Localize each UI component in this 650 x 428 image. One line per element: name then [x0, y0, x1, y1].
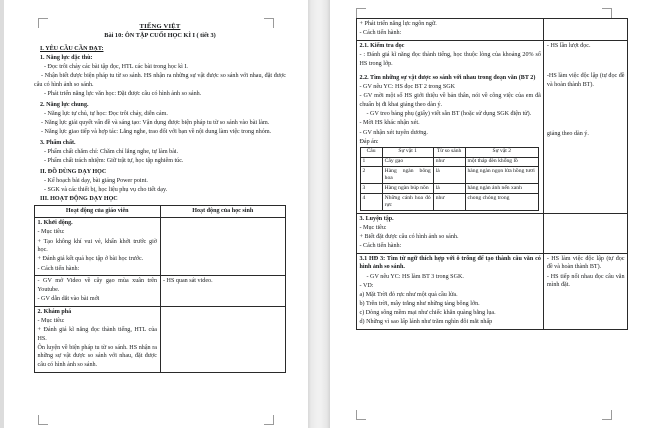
cell-student	[160, 218, 286, 276]
cell-student	[544, 40, 628, 213]
section-2-line-1: - Kế hoạch bài dạy, bài giảng Power point.	[44, 177, 148, 184]
row-line: c) Dòng sông mềm mại như chiếc khăn quàng bằng lụa.	[359, 310, 496, 317]
subsection-2-line-1: - Năng lực tự chủ, tự học: Đọc trôi chảy, diễn cảm.	[44, 110, 168, 117]
inner-col-header-cau: Câu	[360, 147, 382, 157]
row-title-21: 2.1. Kiểm tra đọc	[359, 42, 405, 49]
inner-cell-word: là	[433, 184, 465, 194]
table-row	[357, 213, 628, 253]
inner-cell-object1: Hàng ngàn bông hoa	[382, 167, 433, 184]
row-line: d) Những vì sao lấp lánh như trăm nghìn đôi mắt nhấp	[359, 319, 493, 326]
inner-cell-index: 2	[360, 167, 382, 184]
section-3-title: III. HOẠT ĐỘNG DẠY HỌC	[40, 196, 118, 203]
row-line: - Cách tiến hành:	[359, 30, 402, 37]
inner-header-row	[360, 147, 539, 157]
section-1-title: I. YÊU CẦU CẦN ĐẠT:	[40, 45, 104, 52]
inner-cell-object2: chong chóng trong	[465, 194, 539, 211]
inner-cell-object1: Hàng ngàn búp nõn	[382, 184, 433, 194]
inner-col-header-svat2: Sự vật 2	[465, 147, 539, 157]
right-page-content	[330, 0, 650, 330]
lesson-activity-table-right	[356, 18, 628, 330]
row-line: + Phát triển năng lực ngôn ngữ.	[359, 21, 437, 27]
row-title: 2. Khám phá	[37, 308, 72, 315]
row-line: - VD:	[359, 282, 374, 289]
table-row	[357, 253, 628, 329]
table-row	[35, 276, 286, 306]
column-header-teacher: Hoạt động của giáo viên	[35, 206, 161, 218]
row-line: - GV nêu YC: HS làm BT 3 trong SGK.	[366, 273, 464, 280]
doc-subtitle: Bài 10: ÔN TẬP CUỐI HỌC KÌ I ( tiết 3)	[104, 31, 216, 39]
row-line: - : Đánh giá kĩ năng đọc thành tiếng, học thuộc lòng của khoảng 20% số HS trong lớp.	[359, 51, 541, 67]
inner-col-header-tuso: Từ so sánh	[433, 147, 465, 157]
cell-teacher	[35, 276, 161, 306]
subsection-2-title: 2. Năng lực chung.	[40, 101, 89, 108]
cell-teacher	[357, 19, 544, 41]
row-line: - GV dẫn dắt vào bài mới	[37, 295, 100, 302]
inner-table-row	[360, 157, 539, 167]
inner-cell-object2: một tháp đèn khổng lồ	[465, 157, 539, 167]
row-line: - Cách tiến hành:	[359, 243, 402, 250]
cell-teacher	[357, 253, 544, 329]
row-line: giảng theo dàn ý.	[546, 130, 589, 137]
cell-teacher	[35, 306, 161, 372]
inner-cell-word: là	[433, 167, 465, 184]
inner-cell-index: 1	[360, 157, 382, 167]
row-line: + Đánh giá kết quả học tập ở bài học trước.	[37, 256, 144, 263]
table-row	[35, 306, 286, 372]
row-line: - GV treo bảng phụ (giấy) viết sẵn BT (hoặc sử dụng SGK điện tử).	[366, 111, 532, 118]
doc-title: TIẾNG VIỆT	[139, 23, 181, 30]
subsection-3-title: 3. Phẩm chất.	[40, 139, 76, 146]
row-line: - Cách tiến hành:	[37, 265, 80, 272]
cell-student	[160, 306, 286, 372]
section-2-title: II. ĐỒ DÙNG DẠY HỌC	[40, 168, 107, 175]
page-left	[4, 0, 308, 428]
lesson-activity-table-left	[34, 205, 286, 372]
cell-student	[160, 276, 286, 306]
row-title-3: 3. Luyện tập.	[359, 215, 394, 222]
cell-teacher	[357, 40, 544, 213]
left-page-content	[4, 0, 308, 373]
row-line: -HS làm việc độc lập (tự đọc đề và hoàn thành BT).	[546, 73, 625, 89]
inner-cell-word: như	[433, 157, 465, 167]
table-header-row	[35, 206, 286, 218]
inner-table-row	[360, 194, 539, 211]
row-line: a) Mặt Trời đỏ rực như một quả cầu lửa.	[359, 291, 458, 298]
inner-cell-word: như	[433, 194, 465, 211]
row-title-31: 3.1 HĐ 3: Tìm từ ngữ thích hợp với ô trống để tạo thành câu văn có hình ảnh so sánh.	[359, 255, 541, 271]
subsection-1-line-2: - Nhận biết được biện pháp tu từ so sánh. HS nhận ra những sự vật được so sánh với nhau, đặt được câu có hình ảnh so sánh.	[34, 73, 286, 88]
subsection-1-title: 1. Năng lực đặc thù:	[40, 54, 93, 61]
row-line: - HS lần lượt đọc.	[546, 42, 591, 49]
subsection-2-line-3: - Năng lực giao tiếp và hợp tác: Lắng nghe, trao đổi với bạn về nội dung làm việc trong nhóm.	[41, 129, 272, 136]
inner-cell-object1: Cây gạo	[382, 157, 433, 167]
inner-col-header-svat1: Sự vật 1	[382, 147, 433, 157]
row-line: - Mục tiêu:	[37, 229, 65, 236]
row-title: 1. Khởi động.	[37, 220, 73, 227]
inner-cell-index: 3	[360, 184, 382, 194]
cell-student	[544, 213, 628, 253]
comparison-answer-table	[360, 147, 540, 211]
table-row	[35, 218, 286, 276]
column-header-student: Hoạt động của học sinh	[160, 206, 286, 218]
row-line: - GV mở Video về cây gạo mùa xuân trên Youtube.	[37, 278, 157, 293]
cell-student	[544, 253, 628, 329]
row-line: - GV nhận xét tuyên dương.	[359, 129, 428, 136]
cell-teacher	[35, 218, 161, 276]
row-line: - Mục tiêu:	[37, 317, 65, 324]
row-line: b) Trên trời, mây trắng như những tảng bông lớn.	[359, 300, 480, 307]
subsection-1-line-3: - Phát triển năng lực văn học: Đặt được câu có hình ảnh so sánh.	[44, 91, 202, 97]
row-line: - HS quan sát video.	[163, 278, 213, 285]
subsection-1-line-1: - Đọc trôi chảy các bài tập đọc, HTL các bài trong học kì I.	[44, 64, 188, 71]
row-line: - HS tiếp nối nhau đọc câu văn mình đặt.	[546, 273, 625, 289]
inner-cell-object2: hàng ngàn ngọn lửa hồng tươi	[465, 167, 539, 184]
row-line: - GV mời một số HS giới thiệu về bản thân, nói về công việc của em đã chuẩn bị đi khai giảng theo dàn ý.	[359, 93, 541, 109]
row-line: + Tạo không khí vui vẻ, khấn khởi trước giờ học.	[37, 238, 157, 254]
row-line: + Đánh giá kĩ năng đọc thành tiếng, HTL của HS.	[37, 326, 157, 342]
row-line: - Mời HS khác nhận xét.	[359, 120, 420, 127]
inner-table-row	[360, 184, 539, 194]
inner-cell-object1: Những cánh hoa đỏ rực	[382, 194, 433, 211]
table-row	[357, 19, 628, 41]
row-line: - HS làm việc độc lập (tự đọc đề và hoàn thành BT).	[546, 255, 625, 271]
row-line: Đáp án:	[359, 138, 379, 145]
inner-cell-index: 4	[360, 194, 382, 211]
row-line: + Biết đặt được câu có hình ảnh so sánh.	[359, 233, 459, 240]
subsection-3-line-2: - Phẩm chất trách nhiệm: Giữ trật tự, học tập nghiêm túc.	[44, 157, 184, 164]
subsection-2-line-2: - Năng lực giải quyết vấn đề và sáng tạo: Vận dụng được biện pháp tu từ so sánh vào bài làm.	[41, 119, 270, 126]
page-gutter	[308, 0, 330, 428]
inner-table-row	[360, 167, 539, 184]
inner-cell-object2: hàng ngàn ánh nến xanh	[465, 184, 539, 194]
row-line: - GV nêu YC: HS đọc BT 2 trong SGK	[359, 84, 456, 91]
table-row	[357, 40, 628, 213]
section-2-line-2: - SGK và các thiết bị, học liệu phụ vụ cho tiết dạy.	[44, 186, 168, 193]
cell-student	[544, 19, 628, 41]
row-line: Ôn luyện về biện pháp tu từ so sánh. HS nhận ra những sự vật được so sánh với nhau, đặt được câu có hình ảnh so sánh.	[37, 344, 157, 368]
row-title-22: 2.2. Tìm những sự vật được so sánh với nhau trong đoạn văn (BT 2)	[359, 75, 536, 82]
page-right	[330, 0, 650, 428]
cell-teacher	[357, 213, 544, 253]
subsection-3-line-1: - Phẩm chất chăm chỉ: Chăm chỉ lắng nghe, tự làm bài.	[44, 148, 179, 155]
row-line: - Mục tiêu:	[359, 224, 387, 231]
